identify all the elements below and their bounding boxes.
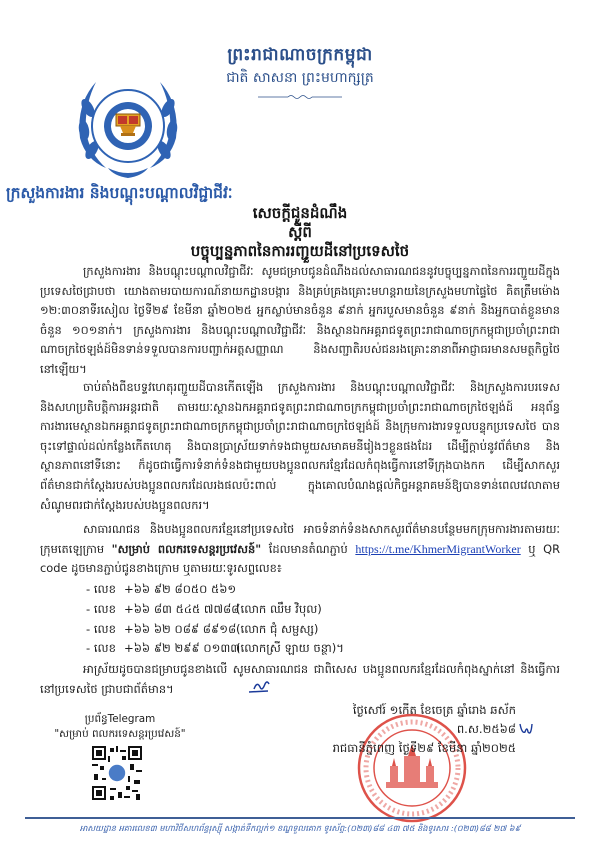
telegram-group-name: "សម្រាប់ ពលករទេសន្តរប្រវេសន៍" — [111, 541, 262, 556]
phone-item — [86, 639, 344, 659]
phone-contact: (លោក ឈឹម វិបុល) — [236, 601, 322, 616]
paragraph-4: អាស្រ័យដូចបានជម្រាបជូនខាងលើ សូមសាធារណជន ជាពិសេស បងប្អូនពលករខ្មែរដែលកំពុងស្នាក់នៅ និងធ្វើការនៅប្រទេសថៃ ជ្រាបជាព័ត៌មាន។ — [40, 662, 560, 696]
telegram-qr-code-icon[interactable] — [92, 746, 142, 800]
qr-caption-group: "សម្រាប់ ពលករទេសន្តរប្រវេសន៍" — [54, 728, 186, 740]
initial-signature-icon — [248, 680, 272, 694]
paragraph-2-block — [40, 378, 560, 515]
notice-subject: បច្ចុប្បន្នភាពនៃការរញ្ជួយដីនៅប្រទេសថៃ — [190, 242, 410, 260]
qr-caption-telegram: ប្រព័ន្ធTelegram — [84, 713, 156, 725]
footer-divider — [25, 817, 575, 819]
phone-item — [86, 580, 344, 600]
paragraph-3-text-a: សាធារណជន និងបងប្អូនពលករខ្មែរនៅប្រទេសថៃ អាចទំនាក់ទំនងសាកសួរព័ត៌មានបន្ថែមមកក្រុមការងារតាមរយៈក្រុមតេឡេក្រាម — [40, 522, 560, 556]
date-block — [296, 701, 516, 758]
telegram-link[interactable]: https://t.me/KhmerMigrantWorker — [355, 541, 521, 556]
phone-contact: (លោកស្រី ឡាយ ចន្ថា)។ — [236, 641, 344, 656]
phone-item — [86, 620, 344, 640]
phone-number: +៦៦ ៦២ ០៨៩ ៨៩១៨ — [124, 621, 237, 636]
ornament-divider-icon — [258, 94, 342, 100]
phone-label: - លេខ — [86, 582, 116, 596]
paragraph-4-block — [40, 660, 560, 699]
phone-number: +៦៦ ៨៣ ៥៤៥ ៧៧៨៨ — [124, 601, 240, 616]
footer-address: អាសយដ្ឋាន អគារលេខ៣ មហាវិថីសហព័ន្ធរុស្ស៊ី សង្កាត់ទឹកល្អក់១ ខណ្ឌទួលគោក ទូរស័ព្ទ:(០២៣)៨៨ ៤៣ ៧៥ និងទូរសារ :(០២៣)៨៨ ២៧ ៦៩ — [79, 823, 521, 833]
phone-list — [86, 580, 344, 659]
paragraph-3-text-b: ដែលមានតំណភ្ជាប់ — [261, 541, 356, 556]
notice-title: សេចក្តីជូនដំណឹង — [252, 204, 348, 222]
paragraph-1: ក្រសួងការងារ និងបណ្តុះបណ្តាលវិជ្ជាជីវៈ សូមជម្រាបជូនដំណឹងដល់សាធារណជននូវបច្ចុប្បន្នភាពនៃការរញ្ជួយដីក្នុងប្រទេសថៃជ្រាបថា យោងតាមរបាយការណ៍នាយកដ្ឋានបង្ការ និងគ្រប់គ្រងគ្រោះមហន្តរាយនៃក្រសួងមហាផ្ទៃថៃ គិតត្រឹមម៉ោង ១២:៣០នាទីរសៀល ថ្ងៃទី២៩ ខែមីនា ឆ្នាំ២០២៥ អ្នកស្លាប់មានចំនួន ៩នាក់ អ្នករបួសមានចំនួន ៩នាក់ និងអ្នកបាត់ខ្លួនមានចំនួន ១០១នាក់។ ក្រសួងការងារ និងបណ្តុះបណ្តាលវិជ្ជាជីវៈ និងស្ថានឯកអគ្គរាជទូតព្រះរាជាណាចក្រកម្ពុជាប្រចាំព្រះរាជាណាចក្រថៃឡង់ដ៍មិនទាន់ទទួលបានការបញ្ជាក់អត្តសញ្ញាណ និងសញ្ជាតិរបស់ជនរងគ្រោះនានាពីអាជ្ញាធរមានសមត្ថកិច្ចថៃនៅឡើយ។ — [40, 264, 560, 376]
paragraph-3-block — [40, 520, 560, 579]
phone-label: - លេខ — [86, 621, 116, 636]
paragraph-2: ចាប់តាំងពីឧបទ្ទវហេតុរញ្ជួយដីបានកើតឡើង ក្រសួងការងារ និងបណ្តុះបណ្តាលវិជ្ជាជីវៈ និងក្រសួងការបរទេស និងសហប្រតិបត្តិការអន្តរជាតិ តាមរយៈស្ថានឯកអគ្គរាជទូតព្រះរាជាណាចក្រកម្ពុជាប្រចាំព្រះរាជាណាចក្រថៃឡង់ដ៍ អនុព័ន្ធការងារមេស្ថានឯកអគ្គរាជទូតព្រះរាជាណាចក្រកម្ពុជាប្រចាំព្រះរាជាណាចក្រថៃឡង់ដ៍ និងក្រុមការងារទទួលបន្ទុកប្រទេសថៃ បានចុះទៅផ្ទាល់ដល់កន្លែងកើតហេតុ និងបានប្រាស្រ័យទាក់ទងជាមួយសមាគមនីរៀងៗខ្លួនផងដែរ ដើម្បីក្តាប់នូវព័ត៌មាន និងស្ថានភាពនៅទីនោះ ក៏ដូចជាធ្វើការទំនាក់ទំនងជាមួយបងប្អូនពលករខ្មែរដែលកំពុងធ្វើការនៅទីក្រុងបាងកក ដើម្បីសាកសួរព័ត៌មានជាក់ស្តែងរបស់បងប្អូនពលករដែលរងផលប៉ះពាល់ ក្នុងគោលបំណងផ្តល់កិច្ចអន្តរាគមន៍ឱ្យបានទាន់ពេលវេលាតាមសំណូមពរជាក់ស្តែងរបស់បងប្អូនពលករ។ — [40, 380, 560, 512]
solar-date: រាជធានីភ្នំពេញ ថ្ងៃទី២៩ ខែមីនា ឆ្នាំ២០២៥ — [332, 741, 516, 755]
lunar-date: ថ្ងៃសៅរ៍ ១កើត ខែចេត្រ ឆ្នាំរោង ឆស័ក ព.ស.២៥៦៨ — [352, 703, 516, 736]
national-motto: ជាតិ សាសនា ព្រះមហាក្សត្រ — [226, 70, 374, 86]
phone-label: - លេខ — [86, 641, 116, 656]
paragraph-1-block — [40, 262, 560, 380]
phone-label: - លេខ — [86, 601, 116, 616]
notice-subtitle-about: ស្តីពី — [288, 223, 312, 241]
kingdom-heading: ព្រះរាជាណាចក្រកម្ពុជា — [227, 45, 373, 65]
phone-contact: (លោក ជុំ សម្ផស្ស) — [236, 621, 319, 636]
phone-item — [86, 600, 344, 620]
paragraph-3-text-c: ឬ QR code ដូចមានភ្ជាប់ជូនខាងក្រោម ឬតាមរយៈទូរសព្ទលេខ៖ — [40, 541, 560, 576]
paragraph-3 — [40, 520, 560, 579]
date-signature-icon — [518, 722, 534, 736]
ministry-logo-icon — [68, 68, 188, 186]
ministry-name: ក្រសួងការងារ និងបណ្តុះបណ្តាលវិជ្ជាជីវៈ — [6, 184, 233, 202]
phone-number: +៦៦ ៩២ ៨០៥០ ៥៦១ — [124, 582, 237, 596]
phone-number: +៦៦ ៩២ ២៩៩ ០១៣៣ — [124, 641, 241, 656]
qr-caption — [40, 712, 200, 742]
